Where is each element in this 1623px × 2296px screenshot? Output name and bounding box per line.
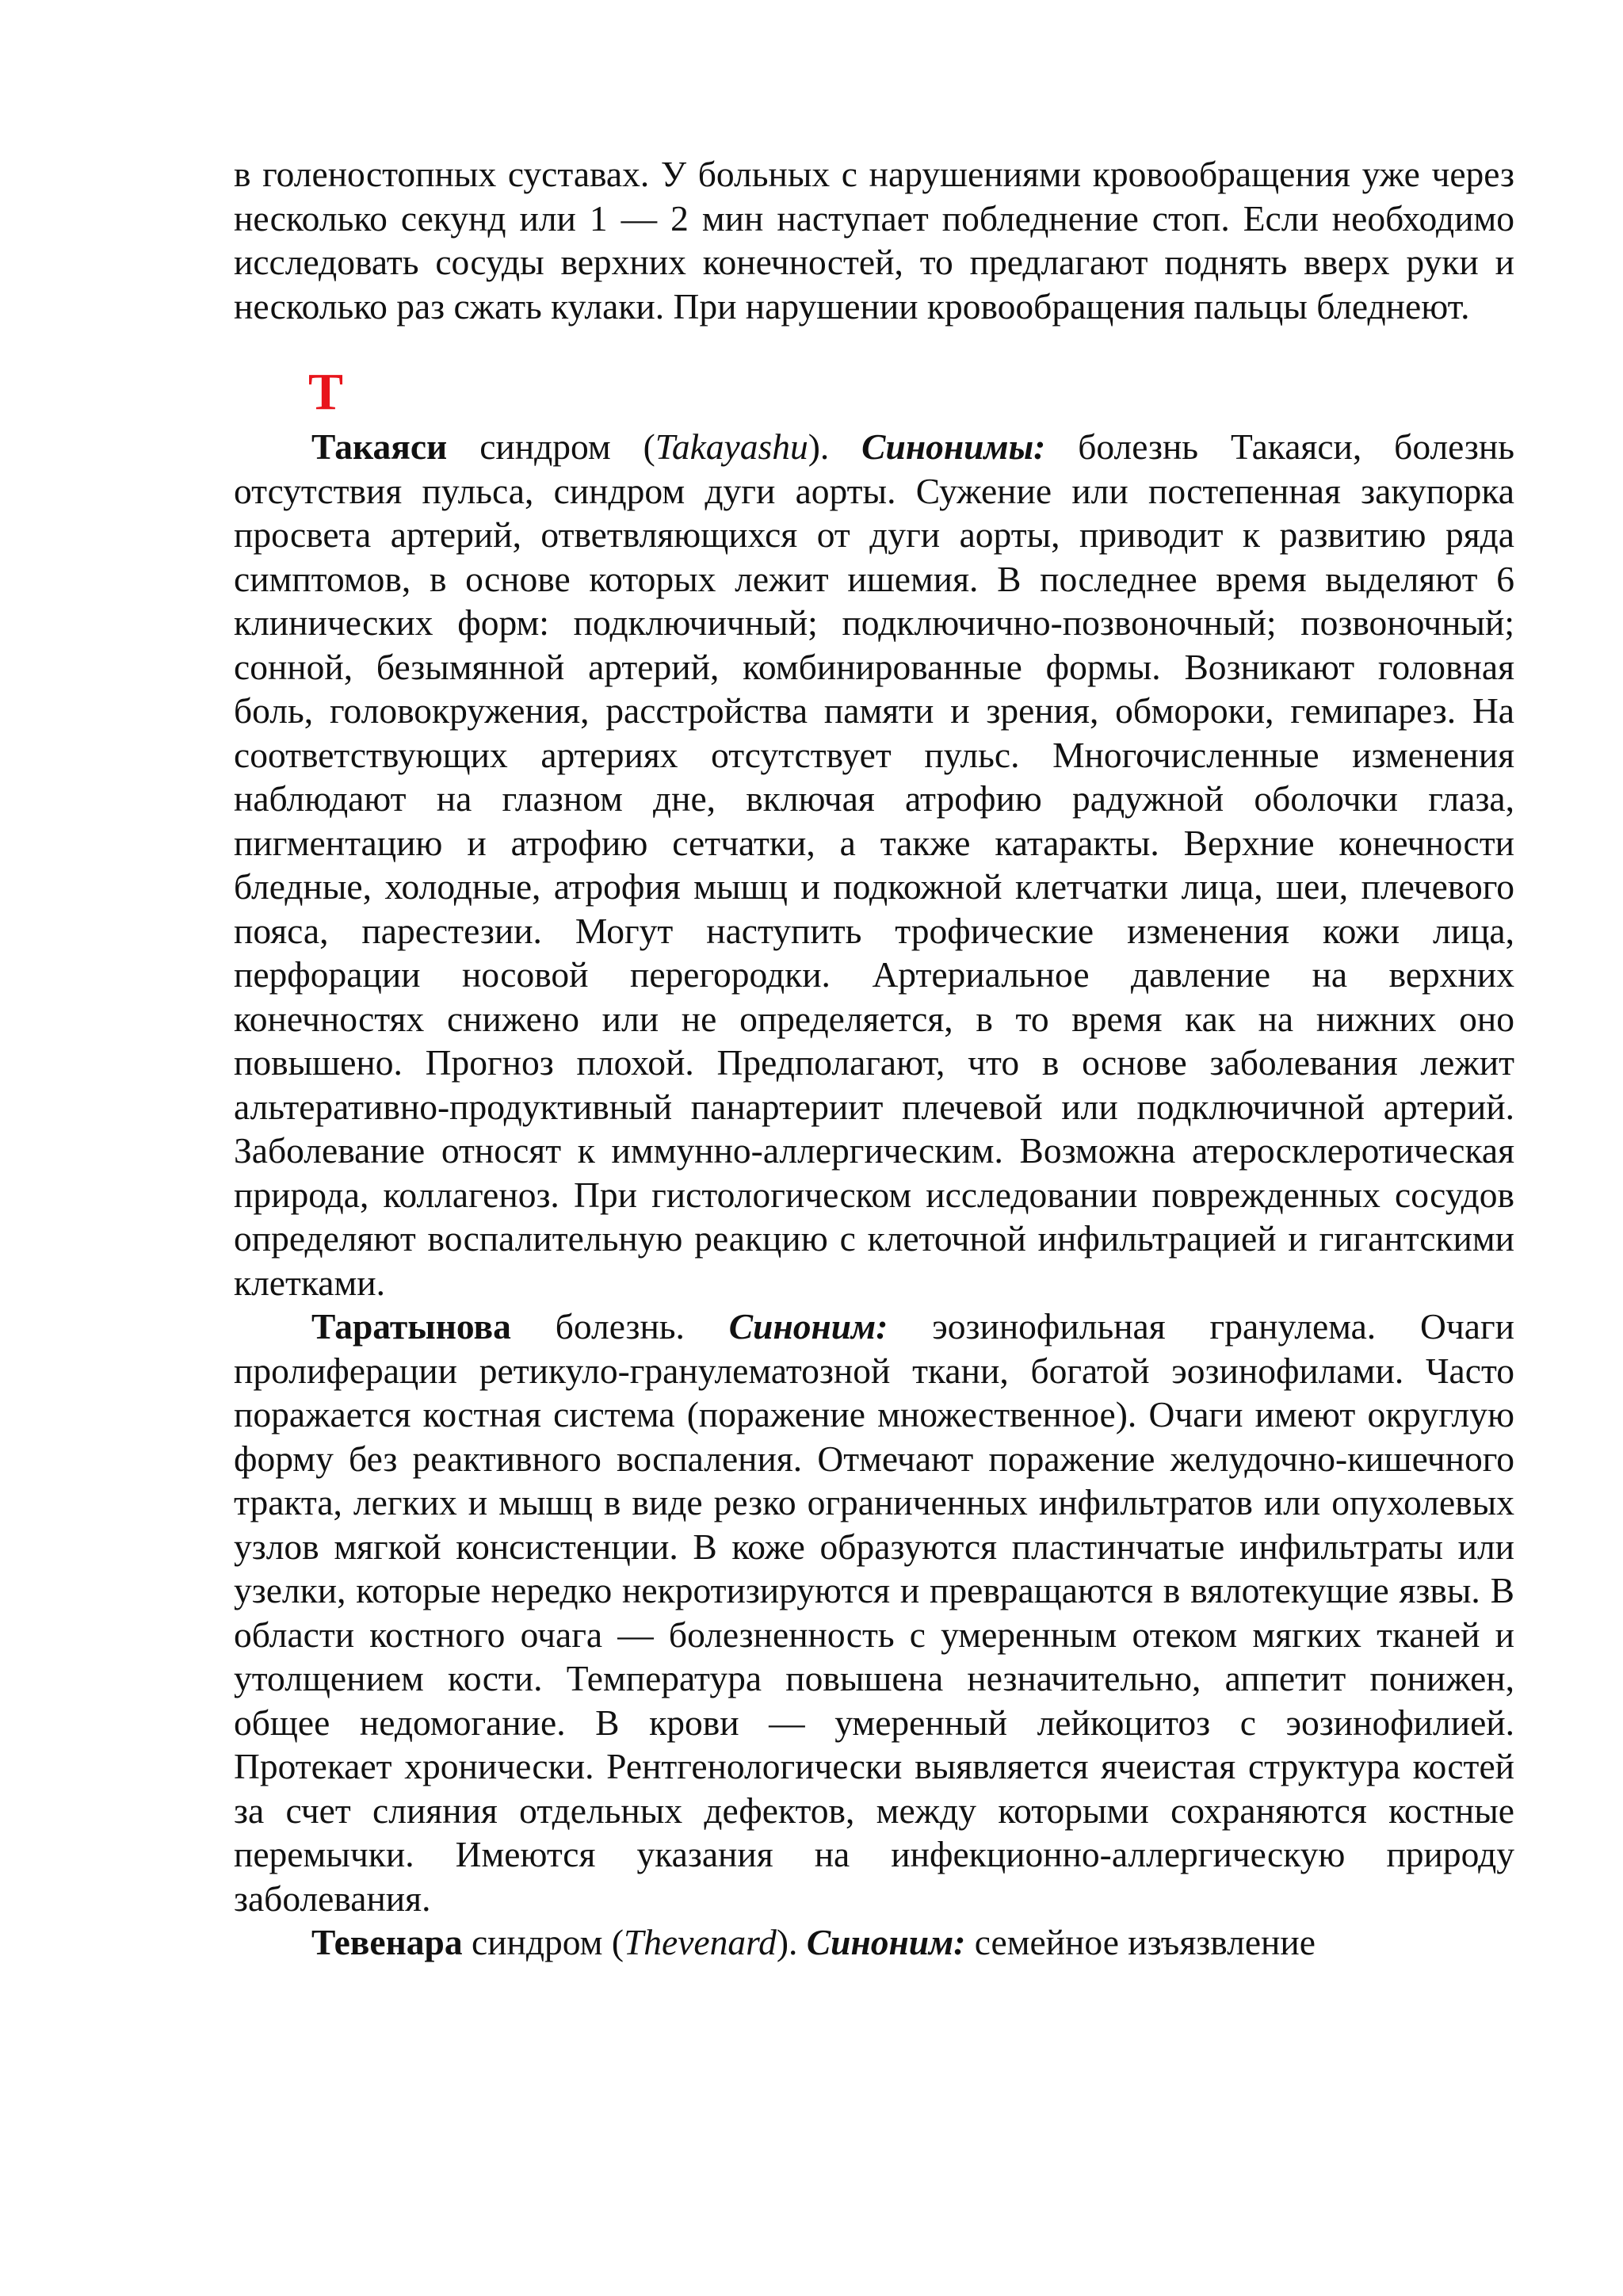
entry-type: синдром (	[462, 1922, 624, 1962]
entry-term: Таратынова	[311, 1306, 511, 1347]
entry-body: болезнь Такаяси, болезнь отсутствия пульса, синдром дуги аорты. Сужение или постепенная закупорка просвета артерий, ответвляющихся от дуги аорты, приводит к развитию ряда симптомов, в основе которых лежит ишемия. В последнее время выделяют 6 клинических форм: подключичный; подключично-позвоночный; позвоночный; сонной, безымянной артерий, комбинированные формы. Возникают головная боль, головокружения, расстройства памяти и зрения, обмороки, гемипарез. На соответствующих артериях отсутствует пульс. Многочисленные изменения наблюдают на глазном дне, включая атрофию радужной оболочки глаза, пигментацию и атрофию сетчатки, а также катаракты. Верхние конечности бледные, холодные, атрофия мышц и подкожной клетчатки лица, шеи, плечевого пояса, парестезии. Могут наступить трофические изменения кожи лица, перфорации носовой перегородки. Артериальное давление на верхних конечностях снижено или не определяется, в то время как на нижних оно повышено. Прогноз плохой. Предполагают, что в основе заболевания лежит альтеративно-продуктивный панартериит плечевой или подключичной артерий. Заболевание относят к иммунно-аллергическим. Возможна атеросклеротическая природа, коллагеноз. При гистологическом исследовании поврежденных сосудов определяют воспалительную реакцию с клеточной инфильтрацией и гигантскими клетками.	[234, 426, 1515, 1303]
entry-term: Тевенара	[311, 1922, 463, 1962]
intro-paragraph: в голеностопных суставах. У больных с нарушениями кровообращения уже через несколько секунд или 1 — 2 мин наступает побледнение стоп. Если необходимо исследовать сосуды верхних конечностей, то предлагают поднять вверх руки и несколько раз сжать кулаки. При нарушении кровообращения пальцы бледнеют.	[234, 154, 1514, 327]
entry-punct: ).	[776, 1922, 807, 1962]
synonym-label: Синонимы:	[861, 426, 1046, 467]
entry-latin-name: Takayashu	[655, 426, 808, 467]
synonym-label: Синоним:	[806, 1922, 966, 1962]
entry-latin-name: Thevenard	[623, 1922, 777, 1962]
entry-takayasu	[234, 425, 1514, 1305]
entry-type: синдром (	[447, 426, 655, 467]
synonym-label: Синоним:	[728, 1306, 888, 1347]
entry-term: Такаяси	[311, 426, 448, 467]
entry-taratynov	[234, 1305, 1514, 1920]
entry-body: семейное изъязвление	[965, 1922, 1316, 1962]
entry-type: болезнь.	[510, 1306, 729, 1347]
entry-punct: ).	[808, 426, 862, 467]
section-letter-heading: Т	[308, 363, 344, 421]
entry-body: эозинофильная гранулема. Очаги пролиферации ретикуло-гранулематозной ткани, богатой эозинофилами. Часто поражается костная система (поражение множественное). Очаги имеют округлую форму без реактивного воспаления. Отмечают поражение желудочно-кишечного тракта, легких и мышц в виде резко ограниченных инфильтратов или опухолевых узлов мягкой консистенции. В коже образуются пластинчатые инфильтраты или узелки, которые нередко некротизируются и превращаются в вялотекущие язвы. В области костного очага — болезненность с умеренным отеком мягких тканей и утолщением кости. Температура повышена незначительно, аппетит понижен, общее недомогание. В крови — умеренный лейкоцитоз с эозинофилией. Протекает хронически. Рентгенологически выявляется ячеистая структура костей за счет слияния отдельных дефектов, между которыми сохраняются костные перемычки. Имеются указания на инфекционно-аллергическую природу заболевания.	[234, 1306, 1514, 1919]
entry-thevenard	[234, 1920, 1514, 1965]
document-page	[234, 152, 1514, 1965]
